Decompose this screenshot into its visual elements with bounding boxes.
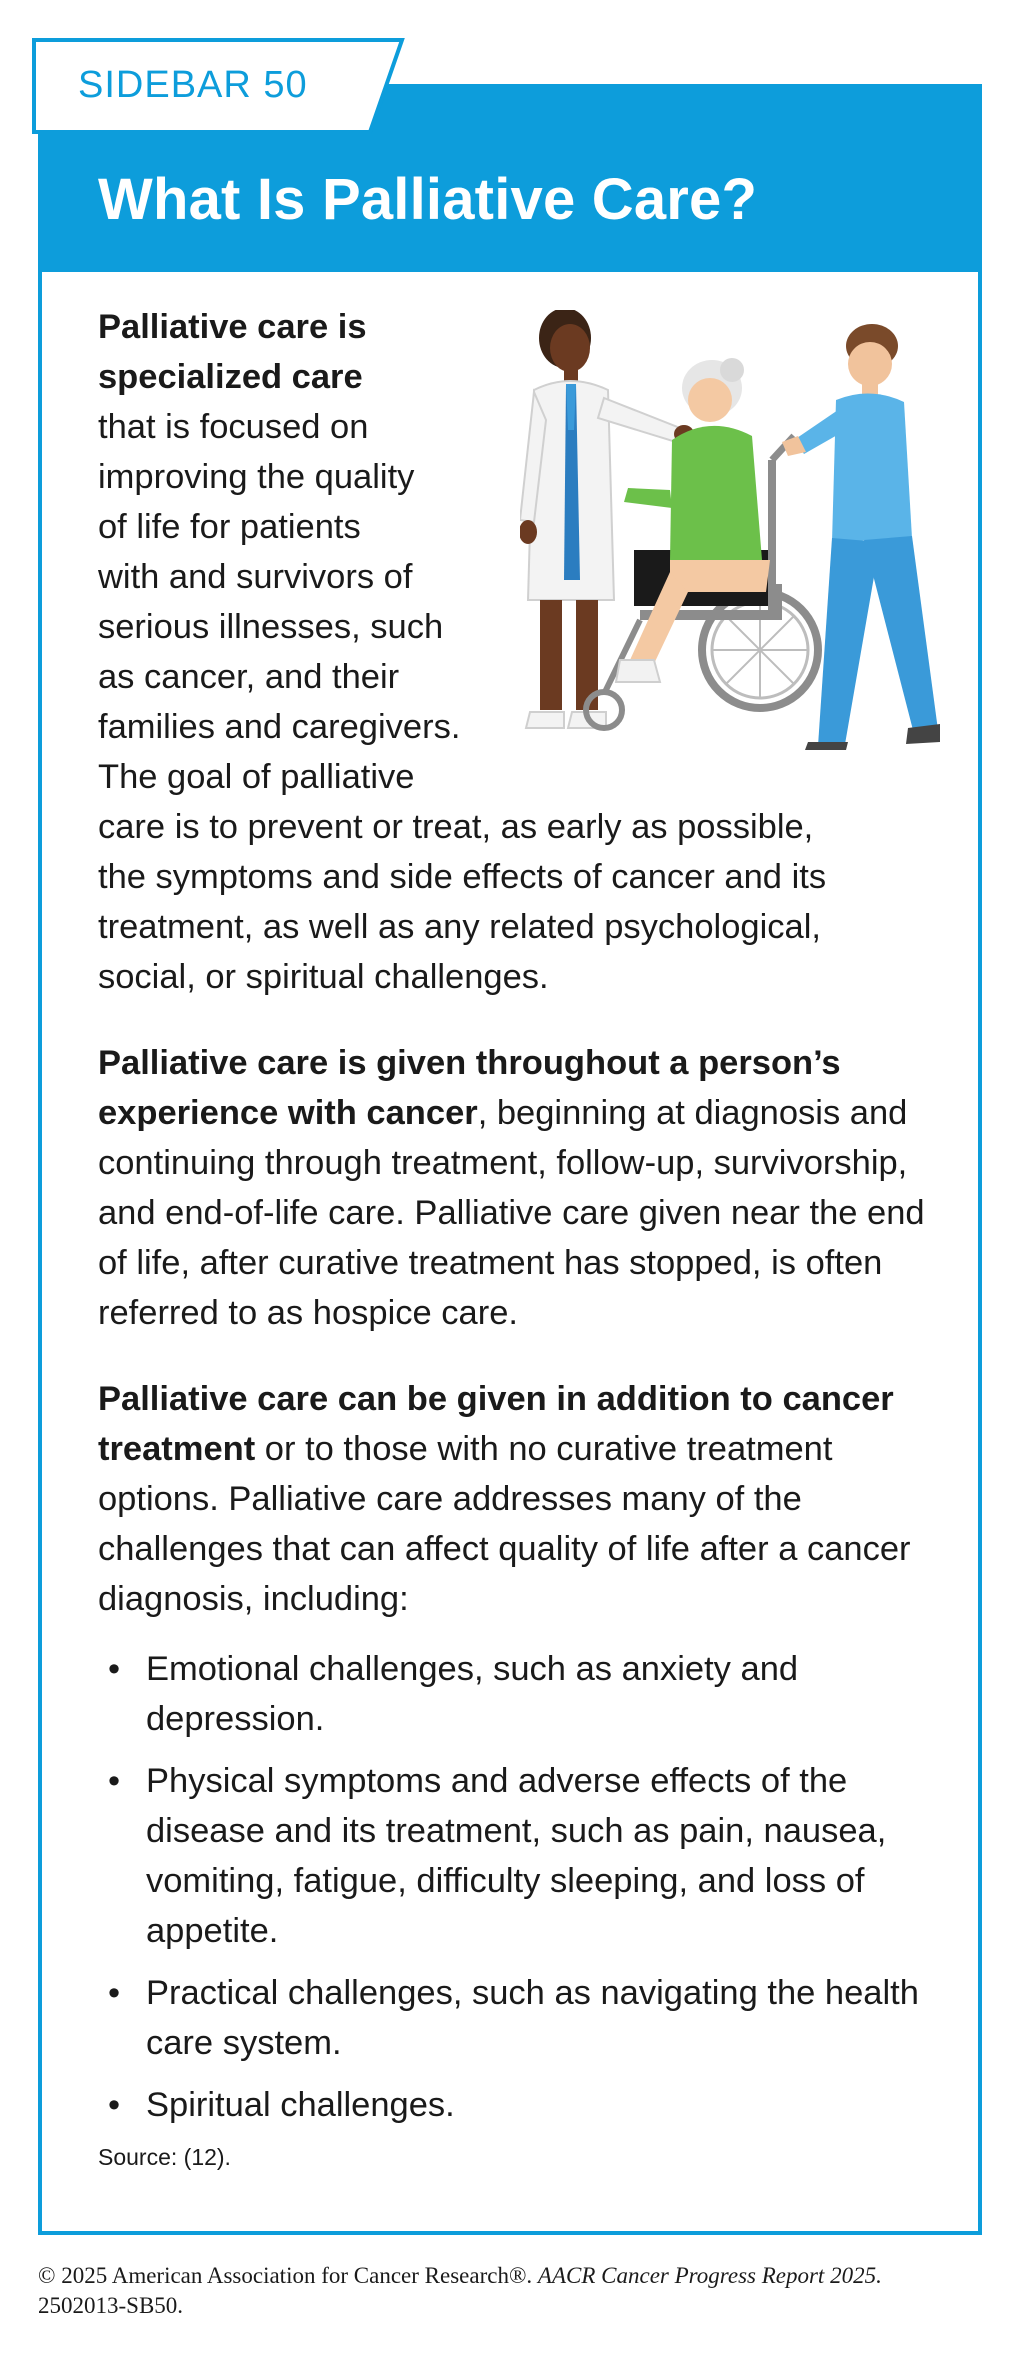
- challenges-list: [98, 1644, 928, 2130]
- list-item-text: Practical challenges, such as navigating the health care system.: [146, 1974, 919, 2062]
- intro-line: improving the quality: [98, 458, 415, 496]
- throughout-bold-lead: Palliative care is given throughout a person’s experience with cancer: [98, 1044, 841, 1132]
- copyright-footer: [38, 2261, 882, 2321]
- intro-line: the symptoms and side effects of cancer and its: [98, 858, 827, 896]
- intro-line: treatment, as well as any related psychological,: [98, 908, 821, 946]
- page-title: What Is Palliative Care?: [98, 167, 758, 232]
- addition-bold-lead: Palliative care can be given in addition to cancer treatment: [98, 1380, 894, 1468]
- intro-line: families and caregivers.: [98, 708, 461, 746]
- intro-line: with and survivors of: [98, 558, 413, 596]
- intro-line: serious illnesses, such: [98, 608, 444, 646]
- list-item-text: Physical symptoms and adverse effects of the disease and its treatment, such as pain, nausea, vomiting, fatigue, difficulty sleeping, and loss of appetite.: [146, 1762, 887, 1950]
- intro-line: that is focused on: [98, 408, 369, 446]
- bullet-icon: •: [108, 1650, 121, 1688]
- list-item: [98, 1968, 928, 2068]
- intro-line: as cancer, and their: [98, 658, 400, 696]
- sidebar-tag: [30, 36, 410, 136]
- list-item: [98, 1756, 928, 1956]
- list-item-text: Spiritual challenges.: [146, 2086, 455, 2124]
- bullet-icon: •: [108, 1974, 121, 2012]
- intro-bold-line: specialized care: [98, 358, 363, 396]
- addition-text: or to those with no curative treatment options. Palliative care addresses many of the challenges that can affect quality of life after a cancer diagnosis, including:: [98, 1430, 911, 1618]
- list-item-text: Emotional challenges, such as anxiety and depression.: [146, 1650, 799, 1738]
- intro-line: The goal of palliative: [98, 758, 415, 796]
- addition-paragraph: [98, 1374, 928, 1624]
- intro-line: of life for patients: [98, 508, 361, 546]
- report-title: AACR Cancer Progress Report 2025.: [537, 2263, 882, 2288]
- intro-paragraph: [98, 302, 928, 1002]
- intro-line: care is to prevent or treat, as early as possible,: [98, 808, 814, 846]
- throughout-text: , beginning at diagnosis and continuing through treatment, follow-up, survivorship, and end-of-life care. Palliative care given near the end of life, after curative treatment has stopped, is often referred to as hospice care.: [98, 1094, 925, 1332]
- bullet-icon: •: [108, 2086, 121, 2124]
- list-item: [98, 2080, 928, 2130]
- intro-bold-line: Palliative care is: [98, 308, 367, 346]
- bullet-icon: •: [108, 1762, 121, 1800]
- document-code: 2502013-SB50.: [38, 2293, 184, 2318]
- sidebar-content: [98, 302, 928, 2172]
- sidebar-number: SIDEBAR 50: [78, 64, 308, 106]
- throughout-paragraph: [98, 1038, 928, 1338]
- list-item: [98, 1644, 928, 1744]
- intro-line: social, or spiritual challenges.: [98, 958, 549, 996]
- copyright-text: © 2025 American Association for Cancer Research®.: [38, 2263, 538, 2288]
- source-citation: Source: (12).: [98, 2144, 231, 2170]
